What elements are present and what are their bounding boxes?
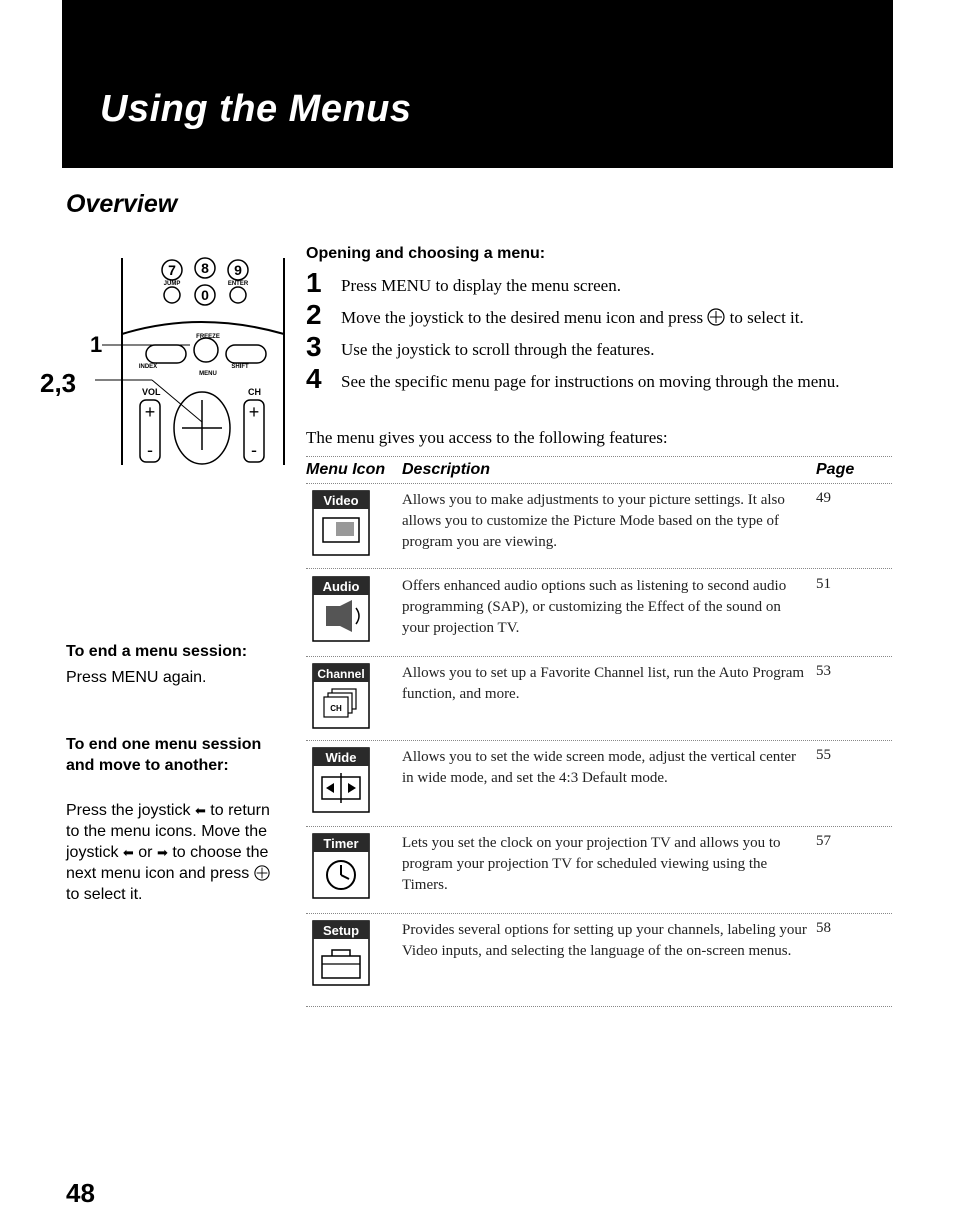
shift-label: SHIFT [231, 364, 249, 370]
vol-label: VOL [142, 387, 161, 397]
menu-label: MENU [199, 371, 217, 377]
icon-label: Setup [322, 923, 360, 938]
joystick-press-icon [254, 865, 270, 881]
wide-screen-icon [312, 747, 370, 813]
end-one-text-or: or [138, 844, 153, 861]
left-arrow-icon: ⬅ [122, 845, 134, 860]
freeze-label: FREEZE [196, 334, 220, 340]
row-page: 55 [816, 747, 831, 763]
row-description: Lets you set the clock on your projection TV and allows you to program your projection TV for scheduled viewing using the Timers. [402, 835, 781, 893]
row-description: Offers enhanced audio options such as listening to second audio programming (SAP), or customizing the Effect of the sound on your projection TV. [402, 578, 787, 636]
step-number: 4 [306, 363, 322, 394]
channel-sublabel: CH [330, 704, 342, 713]
header-banner [62, 0, 893, 168]
row-page: 53 [816, 663, 831, 679]
icon-label: Video [323, 493, 359, 508]
end-one-text-4: to select it. [66, 886, 143, 903]
row-divider [306, 656, 892, 657]
index-label: INDEX [138, 364, 158, 370]
end-one-text [66, 800, 276, 905]
callout-2-3: 2,3 [40, 368, 77, 398]
row-description: Allows you to make adjustments to your picture settings. It also allows you to customize the Picture Mode based on the type of program you are viewing. [402, 492, 785, 550]
icon-label: Audio [322, 579, 360, 594]
callout-1: 1 [90, 332, 103, 357]
header-description: Description [402, 461, 491, 478]
row-page: 49 [816, 490, 831, 506]
right-arrow-icon: ➡ [156, 845, 168, 860]
table-row [306, 490, 892, 576]
section-title: Overview [66, 190, 178, 218]
menu-table-header [306, 456, 892, 484]
table-row [306, 833, 892, 919]
end-one-text-1: Press the joystick [66, 802, 191, 819]
icon-label: Wide [325, 750, 357, 765]
step-text-before: Move the joystick to the desired menu icon and press [341, 308, 704, 327]
row-page: 57 [816, 833, 831, 849]
step-text: Use the joystick to scroll through the features. [341, 340, 655, 359]
row-divider [306, 568, 892, 569]
step-number: 1 [306, 267, 322, 298]
icon-label: Timer [323, 836, 359, 851]
step-text: Press MENU to display the menu screen. [341, 276, 621, 295]
jump-label: JUMP [163, 281, 181, 287]
remote-button-8: 8 [201, 260, 209, 276]
end-one-title: To end one menu session and move to another: [66, 736, 262, 774]
row-divider [306, 826, 892, 827]
ch-plus: + [248, 402, 260, 422]
remote-button-0: 0 [201, 287, 209, 303]
vol-plus: + [144, 402, 156, 422]
intro-text: The menu gives you access to the following features: [306, 428, 668, 447]
joystick-icon [174, 392, 230, 464]
opening-title: Opening and choosing a menu: [306, 245, 546, 262]
remote-control-icon [40, 250, 290, 480]
end-one-text-3: to choose the next menu icon and press [66, 844, 269, 882]
page-title: Using the Menus [100, 88, 412, 130]
icon-label: Channel [317, 667, 365, 681]
end-session-text: Press MENU again. [66, 669, 207, 686]
end-session-title: To end a menu session: [66, 643, 248, 660]
step-text [341, 305, 881, 330]
remote-button-9: 9 [234, 262, 242, 278]
step-text: See the specific menu page for instructions on moving through the menu. [341, 372, 840, 391]
page-number: 48 [66, 1178, 95, 1208]
enter-label: ENTER [227, 281, 249, 287]
row-description: Allows you to set the wide screen mode, adjust the vertical center in wide mode, and set the 4:3 Default mode. [402, 749, 797, 786]
row-description: Provides several options for setting up your channels, labeling your Video inputs, and selecting the language of the on-screen menus. [402, 922, 807, 959]
ch-minus: - [251, 440, 257, 460]
table-row [306, 576, 892, 662]
row-page: 58 [816, 920, 831, 936]
vol-minus: - [147, 440, 153, 460]
audio-speaker-icon [312, 576, 370, 642]
row-divider [306, 1006, 892, 1007]
step-number: 3 [306, 331, 322, 362]
remote-button-7: 7 [168, 262, 176, 278]
row-description: Allows you to set up a Favorite Channel list, run the Auto Program function, and more. [402, 665, 805, 702]
step-number: 2 [306, 299, 322, 330]
video-picture-icon [312, 490, 370, 556]
left-arrow-icon: ⬅ [194, 803, 206, 818]
joystick-press-icon [707, 308, 725, 326]
row-divider [306, 740, 892, 741]
table-row [306, 920, 892, 1006]
header-menu-icon: Menu Icon [306, 461, 386, 478]
channel-stack-icon [312, 663, 370, 729]
setup-toolbox-icon [312, 920, 370, 986]
timer-clock-icon [312, 833, 370, 899]
end-one-text-2: to return to the menu icons. Move the joystick [66, 802, 270, 861]
ch-label: CH [248, 387, 261, 397]
header-page: Page [816, 461, 855, 478]
row-divider [306, 913, 892, 914]
table-row [306, 663, 892, 749]
table-row [306, 747, 892, 833]
step-text-after: to select it. [729, 308, 804, 327]
row-page: 51 [816, 576, 831, 592]
